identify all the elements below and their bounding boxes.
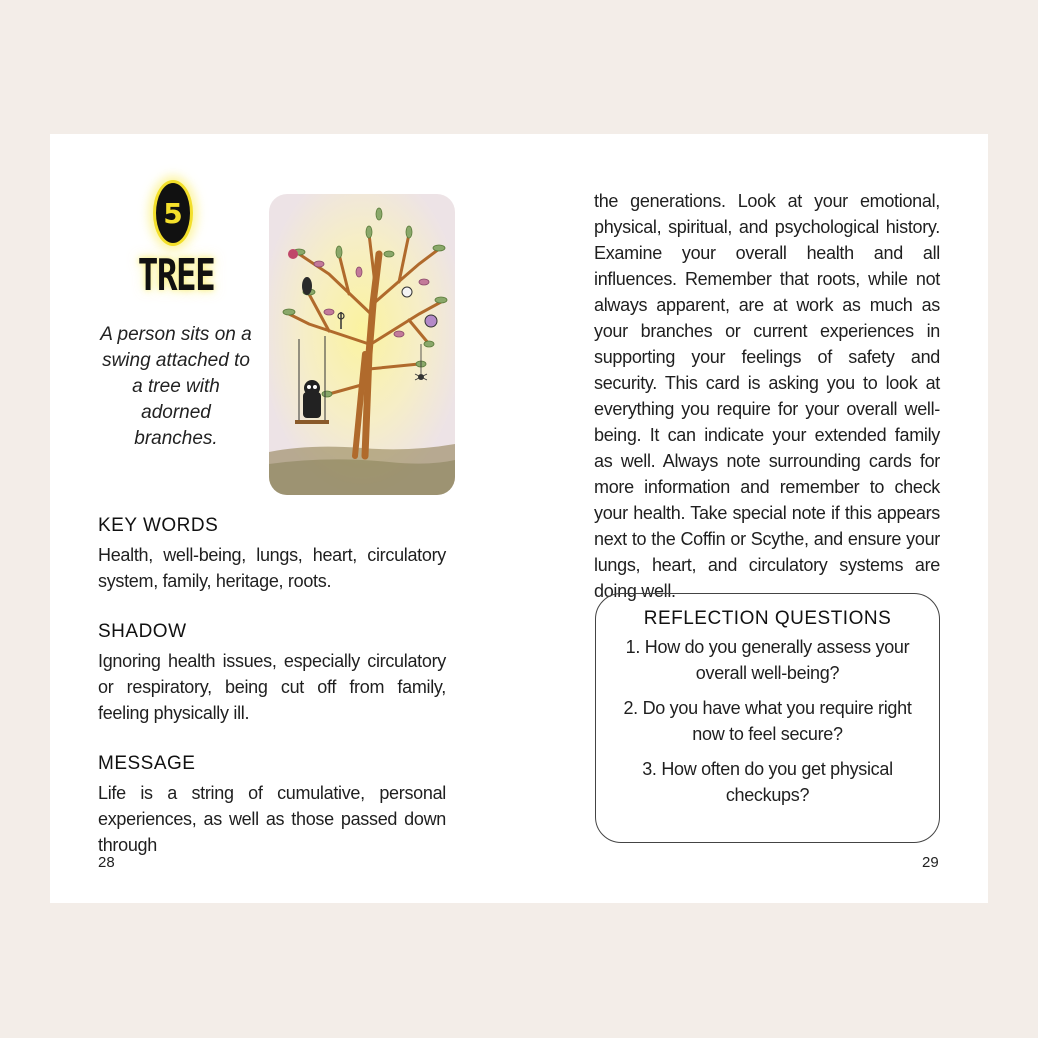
- key-words-heading: KEY WORDS: [98, 515, 219, 536]
- key-words-section: [98, 514, 446, 594]
- message-body-right: the generations. Look at your emotional, physical, spiritual, and psychological history. Examine your overall health and all influences. Remember that roots, while not always apparent, are at work as much as your branches or current experiences in supporting your feelings of safety and security. This card is asking you to look at everything you require for your overall well-being. It can indicate your extended family as well. Always note surrounding cards for more information and remember to check your health. Take special note if this appears next to the Coffin or Scythe, and ensure your lungs, heart, and circulatory systems are doing well.: [594, 191, 940, 601]
- shadow-body: Ignoring health issues, especially circulatory or respiratory, being cut off from family, feeling physically ill.: [98, 651, 446, 723]
- reflection-question: 3. How often do you get physical checkups?: [642, 759, 893, 805]
- card-title: TREE: [137, 250, 215, 301]
- reflection-question: 2. Do you have what you require right now to feel secure?: [623, 698, 912, 744]
- reflection-questions-box: [595, 593, 940, 843]
- message-heading: MESSAGE: [98, 753, 196, 774]
- shadow-heading: SHADOW: [98, 621, 187, 642]
- reflection-list: [596, 634, 939, 808]
- book-spread: [50, 134, 988, 903]
- reflection-title: REFLECTION QUESTIONS: [643, 608, 892, 629]
- shadow-section: [98, 620, 446, 726]
- message-section: [98, 752, 446, 858]
- card-number: 5: [163, 196, 183, 230]
- key-words-body: Health, well-being, lungs, heart, circulatory system, family, heritage, roots.: [98, 545, 446, 591]
- page-number-left: 28: [98, 854, 115, 871]
- tree-illustration-icon: [269, 194, 455, 495]
- message-body-left: Life is a string of cumulative, personal experiences, as well as those passed down through: [98, 783, 446, 855]
- page-number-right: 29: [922, 854, 939, 871]
- card-description: A person sits on a swing attached to a tree with adorned branches.: [100, 324, 252, 449]
- reflection-question: 1. How do you generally assess your overall well-being?: [625, 637, 910, 683]
- card-number-badge: [153, 180, 193, 246]
- tree-card-illustration: [269, 194, 455, 495]
